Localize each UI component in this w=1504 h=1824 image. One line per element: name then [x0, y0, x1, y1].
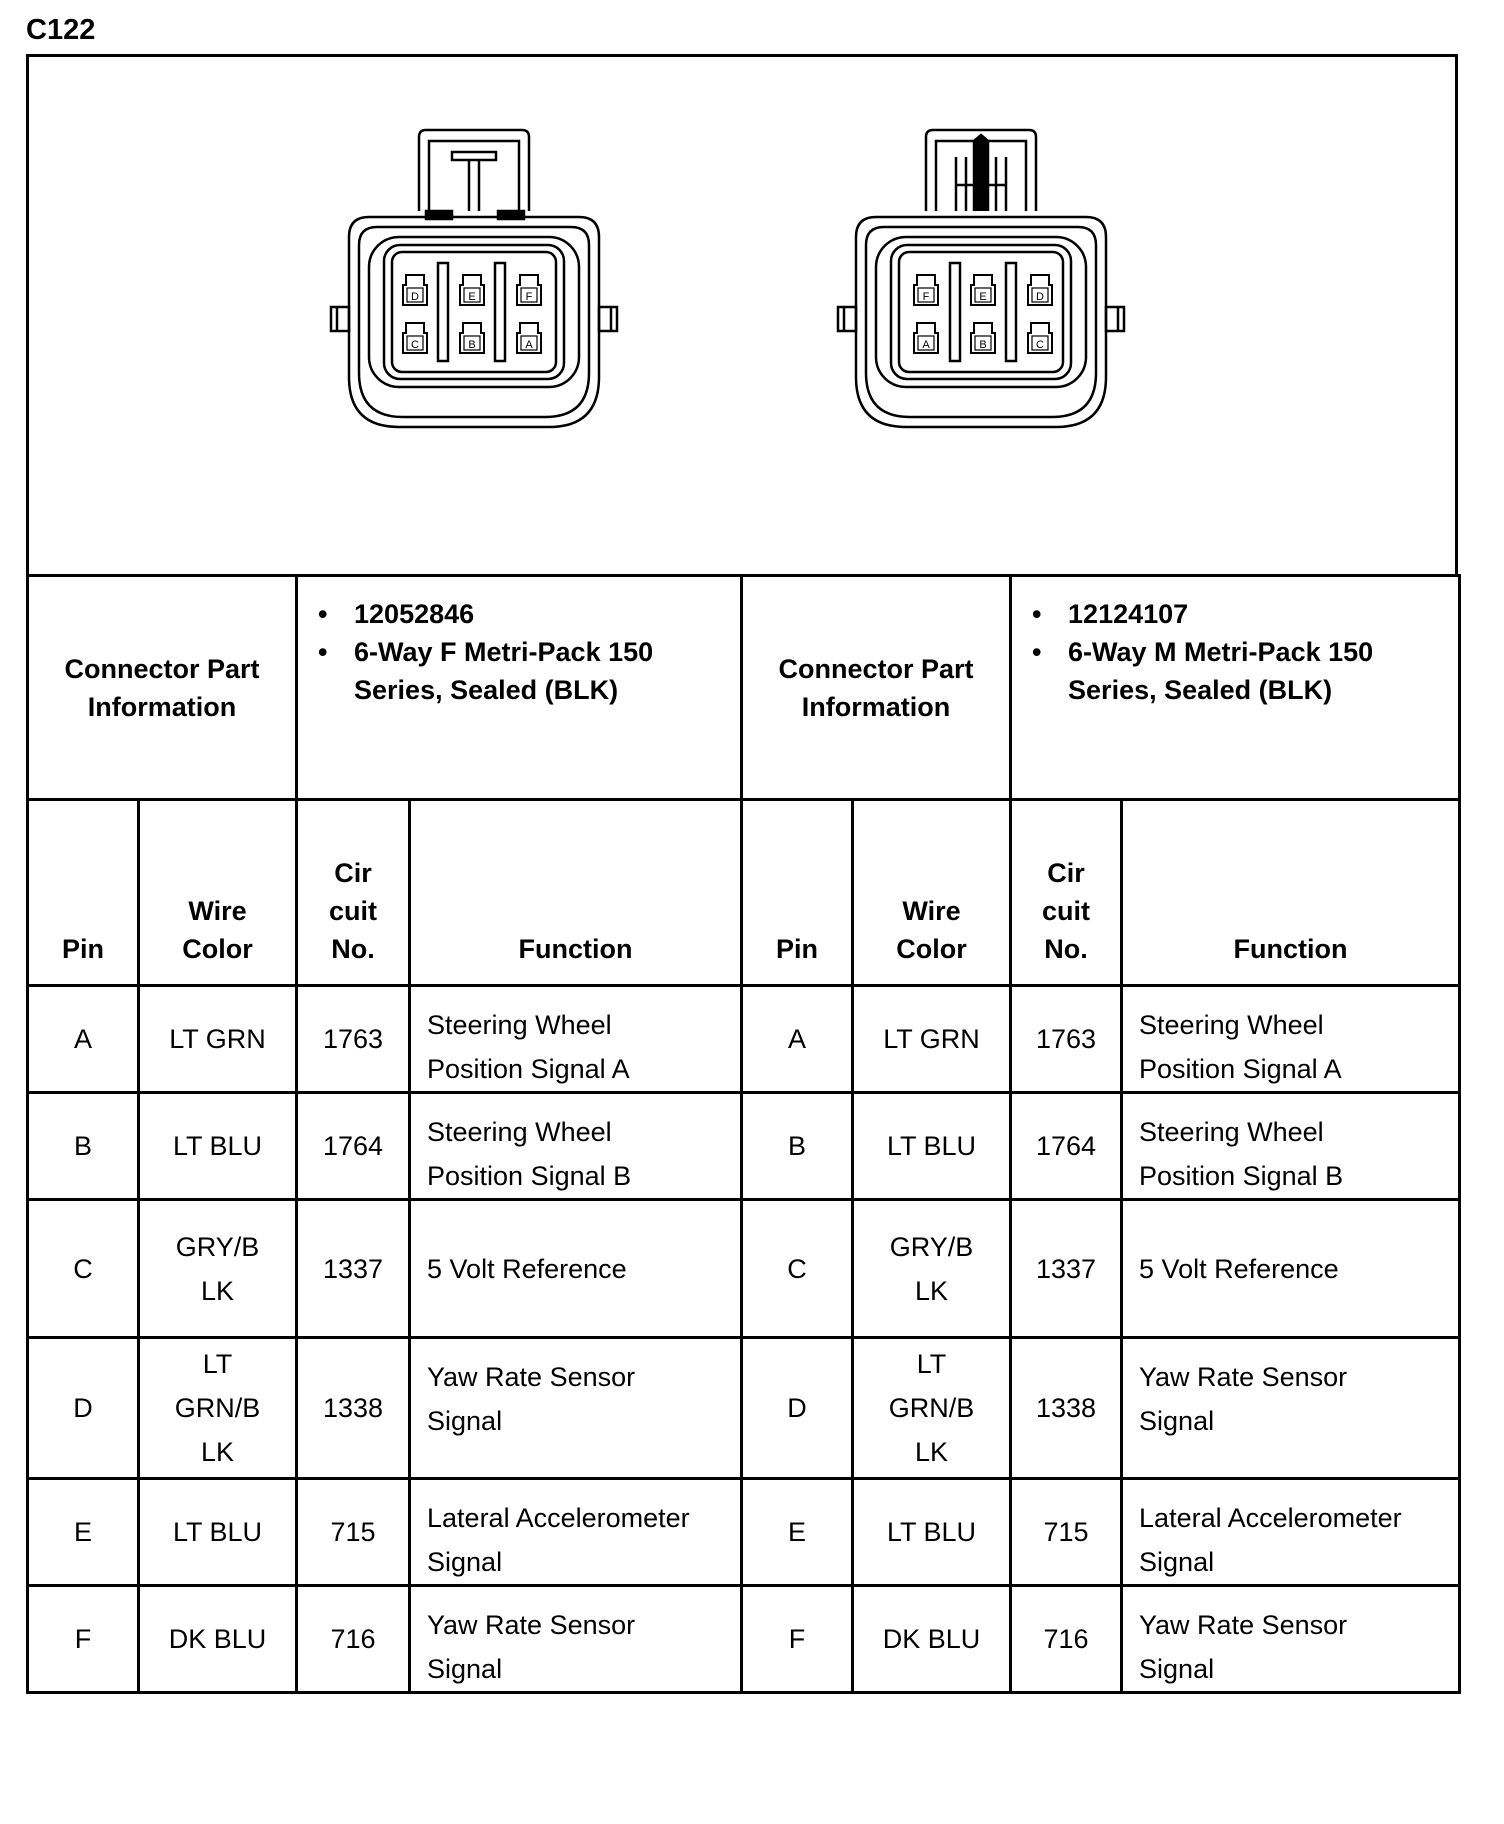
function-cell-text: Signal: [427, 1654, 503, 1684]
circuit-cell: [297, 1479, 410, 1586]
part-number-left: • 12052846: [314, 595, 732, 633]
wire-color-cell: [853, 986, 1011, 1093]
pin-cell-text: B: [788, 1131, 807, 1161]
circuit-cell-text: 1763: [1035, 1024, 1097, 1054]
cavity-letter: F: [525, 291, 533, 303]
table-row: [28, 1200, 1460, 1338]
cavity-b-male: [971, 323, 995, 353]
pin-cell-text: F: [74, 1624, 92, 1654]
circuit-cell: [1011, 1093, 1122, 1200]
function-cell-text: Yaw Rate Sensor: [1139, 1362, 1348, 1392]
function-cell-text: Steering Wheel: [1139, 1117, 1324, 1147]
cavity-d-male: [1028, 275, 1052, 305]
circuit-header-right: Cir cuit No.: [1011, 800, 1122, 986]
wire-color-header-left: Wire Color: [139, 800, 297, 986]
pin-cell-text: F: [788, 1624, 806, 1654]
cavity-letter: D: [1036, 291, 1044, 303]
column-header-row: [28, 800, 1460, 986]
function-cell-text: 5 Volt Reference: [1139, 1253, 1339, 1284]
wire-color-cell-text: LK: [915, 1437, 949, 1467]
wire-color-cell: [853, 1200, 1011, 1338]
wire-color-cell-text: LT GRN: [169, 1024, 266, 1054]
cavity-a-female: [517, 323, 541, 353]
pin-cell: [28, 1479, 139, 1586]
table-row: [28, 986, 1460, 1093]
circuit-cell: [1011, 1479, 1122, 1586]
pin-cell: [28, 1586, 139, 1693]
function-cell-text: 5 Volt Reference: [427, 1253, 627, 1284]
wire-color-cell: [139, 1586, 297, 1693]
part-description-left: • 6-Way F Metri-Pack 150 Series, Sealed (BLK): [314, 633, 732, 709]
wire-color-cell: [139, 986, 297, 1093]
wire-color-header-right: Wire Color: [853, 800, 1011, 986]
function-cell: [1122, 986, 1460, 1093]
cavity-letter: C: [411, 339, 419, 351]
function-cell: [410, 1338, 742, 1479]
pin-cell: [28, 1338, 139, 1479]
pin-cell: [742, 986, 853, 1093]
cavity-d-female: [403, 275, 427, 305]
cavity-letter: A: [922, 339, 930, 351]
wire-color-cell-text: LK: [200, 1275, 235, 1306]
wire-color-cell: [853, 1093, 1011, 1200]
function-cell-text: Position Signal A: [1139, 1054, 1342, 1084]
pin-cell: [742, 1200, 853, 1338]
circuit-cell: [1011, 1586, 1122, 1693]
connector-diagram-panel: [26, 54, 1458, 575]
cavity-letter: E: [979, 291, 987, 303]
part-description-right: • 6-Way M Metri-Pack 150 Series, Sealed (BLK): [1028, 633, 1450, 709]
circuit-cell-text: 716: [330, 1624, 376, 1654]
pin-cell: [28, 1200, 139, 1338]
cavity-a-male: [914, 323, 938, 353]
function-cell-text: Signal: [1139, 1547, 1215, 1577]
wire-color-cell-text: LT: [202, 1349, 233, 1379]
circuit-cell-text: 1338: [322, 1393, 384, 1423]
cavity-letter: B: [468, 339, 476, 351]
pin-cell-text: D: [787, 1393, 807, 1423]
circuit-cell: [1011, 1338, 1122, 1479]
connector-part-info-right: [1011, 576, 1460, 800]
function-cell: [1122, 1200, 1460, 1338]
cavity-e-male: [971, 275, 995, 305]
function-cell-text: Steering Wheel: [427, 1010, 612, 1040]
wire-color-cell-text: LK: [200, 1437, 235, 1467]
pin-cell-text: A: [73, 1024, 92, 1054]
cavity-letter: A: [525, 339, 533, 351]
pin-header-left: Pin: [28, 800, 139, 986]
function-cell: [1122, 1093, 1460, 1200]
function-cell: [410, 1586, 742, 1693]
function-header-right: Function: [1122, 800, 1460, 986]
cavity-letter: E: [468, 291, 476, 303]
wire-color-cell: [139, 1479, 297, 1586]
function-cell: [1122, 1586, 1460, 1693]
pin-cell-text: E: [73, 1517, 92, 1547]
wire-color-cell-text: LK: [915, 1275, 949, 1306]
function-cell-text: Position Signal B: [1139, 1161, 1344, 1191]
function-cell-text: Lateral Accelerometer: [1139, 1503, 1402, 1533]
pin-cell-text: E: [788, 1517, 807, 1547]
circuit-cell-text: 1763: [322, 1024, 384, 1054]
table-row: [28, 1093, 1460, 1200]
connector-part-info-left: [297, 576, 742, 800]
circuit-cell: [297, 1093, 410, 1200]
circuit-cell-text: 1337: [322, 1253, 384, 1284]
circuit-cell-text: 716: [1043, 1624, 1089, 1654]
wire-color-cell: [853, 1479, 1011, 1586]
connector-title: C122: [26, 14, 96, 46]
wire-color-cell-text: LT: [916, 1349, 947, 1379]
wire-color-cell-text: LT GRN: [883, 1024, 980, 1054]
connector-part-label-right: Connector Part Information: [742, 576, 1011, 800]
circuit-cell-text: 715: [1043, 1517, 1089, 1547]
circuit-cell: [1011, 986, 1122, 1093]
connector-part-label-left: Connector Part Information: [28, 576, 297, 800]
cavity-e-female: [460, 275, 484, 305]
pin-cell-text: C: [787, 1253, 807, 1284]
circuit-cell-text: 1337: [1035, 1253, 1097, 1284]
wire-color-cell-text: GRN/B: [174, 1393, 261, 1423]
function-cell-text: Position Signal B: [427, 1161, 632, 1191]
function-cell: [1122, 1479, 1460, 1586]
circuit-cell: [1011, 1200, 1122, 1338]
function-cell-text: Signal: [1139, 1654, 1215, 1684]
function-cell: [410, 1200, 742, 1338]
circuit-cell: [297, 1200, 410, 1338]
cavity-f-male: [914, 275, 938, 305]
pin-cell: [28, 1093, 139, 1200]
function-cell: [410, 1479, 742, 1586]
pin-rows: [28, 986, 1460, 1693]
table-row: [28, 1479, 1460, 1586]
wire-color-cell-text: DK BLU: [882, 1624, 981, 1654]
cavity-c-female: [403, 323, 427, 353]
cavity-letter: B: [979, 339, 987, 351]
pin-cell-text: A: [788, 1024, 807, 1054]
wire-color-cell: [139, 1093, 297, 1200]
cavity-letter: D: [411, 291, 419, 303]
pin-cell: [28, 986, 139, 1093]
wire-color-cell: [853, 1586, 1011, 1693]
part-number-right: • 12124107: [1028, 595, 1450, 633]
wire-color-cell-text: GRY/B: [175, 1231, 260, 1262]
wire-color-cell-text: LT BLU: [887, 1131, 977, 1161]
circuit-header-left: Cir cuit No.: [297, 800, 410, 986]
function-cell: [1122, 1338, 1460, 1479]
connector-info-row: [28, 576, 1460, 800]
circuit-cell: [297, 1338, 410, 1479]
pin-cell: [742, 1586, 853, 1693]
female-connector-face-drawing: [289, 57, 669, 457]
function-cell-text: Signal: [1139, 1406, 1215, 1436]
function-cell-text: Yaw Rate Sensor: [427, 1610, 636, 1640]
table-row: [28, 1586, 1460, 1693]
wire-color-cell: [139, 1338, 297, 1479]
pin-cell-text: B: [73, 1131, 92, 1161]
function-cell-text: Signal: [427, 1547, 503, 1577]
wire-color-cell: [853, 1338, 1011, 1479]
function-cell-text: Position Signal A: [427, 1054, 630, 1084]
cavity-letter: F: [922, 291, 930, 303]
table-row: [28, 1338, 1460, 1479]
cavity-letter: C: [1036, 339, 1044, 351]
pinout-table: [26, 574, 1461, 1694]
circuit-cell-text: 1764: [1035, 1131, 1097, 1161]
wire-color-cell: [139, 1200, 297, 1338]
function-cell-text: Yaw Rate Sensor: [427, 1362, 636, 1392]
function-cell-text: Signal: [427, 1406, 503, 1436]
wire-color-cell-text: LT BLU: [887, 1517, 977, 1547]
wire-color-cell-text: DK BLU: [168, 1624, 267, 1654]
pin-header-right: Pin: [742, 800, 853, 986]
function-cell-text: Yaw Rate Sensor: [1139, 1610, 1348, 1640]
circuit-cell: [297, 986, 410, 1093]
circuit-cell-text: 1338: [1035, 1393, 1097, 1423]
wire-color-cell-text: LT BLU: [172, 1131, 263, 1161]
cavity-f-female: [517, 275, 541, 305]
wire-color-cell-text: GRN/B: [888, 1393, 975, 1423]
wire-color-cell-text: GRY/B: [889, 1231, 974, 1262]
function-header-left: Function: [410, 800, 742, 986]
pin-cell: [742, 1338, 853, 1479]
cavity-c-male: [1028, 323, 1052, 353]
circuit-cell: [297, 1586, 410, 1693]
pin-cell-text: C: [73, 1253, 93, 1284]
function-cell-text: Lateral Accelerometer: [427, 1503, 690, 1533]
function-cell: [410, 1093, 742, 1200]
function-cell-text: Steering Wheel: [1139, 1010, 1324, 1040]
circuit-cell-text: 715: [330, 1517, 376, 1547]
pin-cell: [742, 1093, 853, 1200]
wire-color-cell-text: LT BLU: [172, 1517, 263, 1547]
male-connector-face-drawing: [796, 57, 1176, 457]
function-cell-text: Steering Wheel: [427, 1117, 612, 1147]
pin-cell-text: D: [73, 1393, 93, 1423]
pin-cell: [742, 1479, 853, 1586]
function-cell: [410, 986, 742, 1093]
cavity-b-female: [460, 323, 484, 353]
circuit-cell-text: 1764: [322, 1131, 384, 1161]
